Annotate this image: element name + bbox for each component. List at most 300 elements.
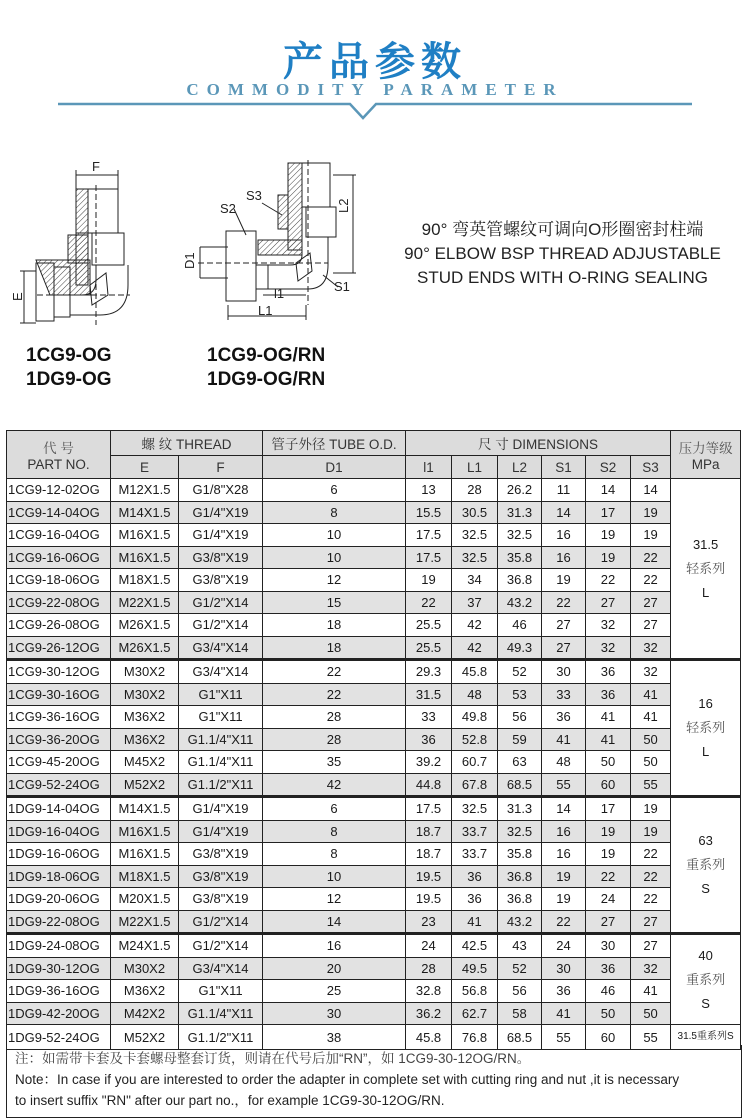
cell-f: G1/4"X19 bbox=[179, 797, 263, 821]
cell-pn: 1CG9-52-24OG bbox=[7, 773, 111, 797]
cell-s3: 50 bbox=[631, 1002, 671, 1025]
cell-pn: 1DG9-16-04OG bbox=[7, 820, 111, 843]
cell-d1: 8 bbox=[263, 820, 406, 843]
cell-s2: 27 bbox=[586, 910, 631, 934]
cell-s1: 41 bbox=[542, 728, 586, 751]
cell-l1: 32.5 bbox=[452, 797, 498, 821]
cell-l1: 24 bbox=[406, 934, 452, 958]
cell-e: M16X1.5 bbox=[111, 843, 179, 866]
table-row bbox=[7, 820, 741, 843]
cell-l1: 17.5 bbox=[406, 546, 452, 569]
header-l1-small: l1 bbox=[406, 456, 452, 479]
cell-pn: 1DG9-16-06OG bbox=[7, 843, 111, 866]
cell-d1: 30 bbox=[263, 1002, 406, 1025]
svg-text:S3: S3 bbox=[246, 188, 262, 203]
cell-l1: 17.5 bbox=[406, 797, 452, 821]
table-row bbox=[7, 980, 741, 1003]
cell-f: G1"X11 bbox=[179, 683, 263, 706]
cell-s1: 19 bbox=[542, 865, 586, 888]
table-row bbox=[7, 888, 741, 911]
cell-l1: 28 bbox=[406, 957, 452, 980]
cell-l1: 25.5 bbox=[406, 614, 452, 637]
table-row bbox=[7, 706, 741, 729]
cell-l1: 36 bbox=[452, 865, 498, 888]
cell-d1: 16 bbox=[263, 934, 406, 958]
cell-s2: 46 bbox=[586, 980, 631, 1003]
cell-d1: 6 bbox=[263, 479, 406, 502]
cell-l2: 53 bbox=[498, 683, 542, 706]
cell-pn: 1CG9-36-16OG bbox=[7, 706, 111, 729]
header-l1: L1 bbox=[452, 456, 498, 479]
cell-l2: 35.8 bbox=[498, 843, 542, 866]
cell-s3: 27 bbox=[631, 591, 671, 614]
cell-s2: 50 bbox=[586, 751, 631, 774]
header-s2: S2 bbox=[586, 456, 631, 479]
cell-e: M42X2 bbox=[111, 1002, 179, 1025]
cell-e: M12X1.5 bbox=[111, 479, 179, 502]
cell-l2: 36.8 bbox=[498, 888, 542, 911]
cell-l1: 32.5 bbox=[452, 524, 498, 547]
product-description bbox=[375, 218, 750, 290]
cell-l1: 29.3 bbox=[406, 660, 452, 684]
cell-d1: 22 bbox=[263, 660, 406, 684]
cell-s2: 41 bbox=[586, 706, 631, 729]
cell-d1: 35 bbox=[263, 751, 406, 774]
table-row bbox=[7, 1002, 741, 1025]
table-row bbox=[7, 957, 741, 980]
cell-l1: 31.5 bbox=[406, 683, 452, 706]
cell-l1: 36.2 bbox=[406, 1002, 452, 1025]
cell-s3: 32 bbox=[631, 957, 671, 980]
cell-s3: 19 bbox=[631, 501, 671, 524]
cell-f: G1/4"X19 bbox=[179, 524, 263, 547]
table-row bbox=[7, 843, 741, 866]
cell-s1: 48 bbox=[542, 751, 586, 774]
cell-pn: 1DG9-42-20OG bbox=[7, 1002, 111, 1025]
cell-e: M16X1.5 bbox=[111, 524, 179, 547]
cell-pn: 1DG9-20-06OG bbox=[7, 888, 111, 911]
model-label-left bbox=[26, 344, 112, 392]
cell-s2: 19 bbox=[586, 524, 631, 547]
header-part-no: 代 号 PART NO. bbox=[7, 431, 111, 479]
cell-l1: 56.8 bbox=[452, 980, 498, 1003]
cell-l1: 49.8 bbox=[452, 706, 498, 729]
cell-f: G1.1/4"X11 bbox=[179, 728, 263, 751]
cell-l1: 15.5 bbox=[406, 501, 452, 524]
header-dimensions: 尺 寸 DIMENSIONS bbox=[406, 431, 671, 456]
cell-s1: 16 bbox=[542, 843, 586, 866]
elbow-fitting-with-nut-drawing-icon bbox=[178, 155, 368, 325]
cell-f: G3/4"X14 bbox=[179, 660, 263, 684]
cell-d1: 20 bbox=[263, 957, 406, 980]
cell-l2: 43.2 bbox=[498, 591, 542, 614]
cell-d1: 12 bbox=[263, 888, 406, 911]
cell-e: M14X1.5 bbox=[111, 797, 179, 821]
spec-table-body bbox=[7, 479, 741, 1050]
cell-s1: 19 bbox=[542, 569, 586, 592]
table-row bbox=[7, 479, 741, 502]
cell-l2: 68.5 bbox=[498, 1025, 542, 1050]
cell-l2: 49.3 bbox=[498, 636, 542, 660]
cell-e: M36X2 bbox=[111, 980, 179, 1003]
cell-d1: 42 bbox=[263, 773, 406, 797]
cell-e: M30X2 bbox=[111, 683, 179, 706]
cell-l2: 32.5 bbox=[498, 524, 542, 547]
cell-l1: 67.8 bbox=[452, 773, 498, 797]
cell-l1: 45.8 bbox=[452, 660, 498, 684]
cell-s1: 55 bbox=[542, 1025, 586, 1050]
cell-f: G1/2"X14 bbox=[179, 910, 263, 934]
cell-d1: 15 bbox=[263, 591, 406, 614]
cell-e: M36X2 bbox=[111, 706, 179, 729]
note-en-1: Note：In case if you are interested to order the adapter in complete set with cutting ring and nut ,it is necessary bbox=[15, 1072, 680, 1087]
cell-l1: 52.8 bbox=[452, 728, 498, 751]
cell-d1: 10 bbox=[263, 546, 406, 569]
table-row bbox=[7, 728, 741, 751]
page-title-cn: 产品参数 bbox=[283, 39, 467, 85]
pressure-rating bbox=[671, 660, 741, 797]
description-en-2: STUD ENDS WITH O-RING SEALING bbox=[417, 268, 708, 287]
cell-s3: 41 bbox=[631, 683, 671, 706]
table-row bbox=[7, 773, 741, 797]
svg-text:l1: l1 bbox=[274, 286, 285, 301]
pressure-series-cn: 重系列 bbox=[686, 971, 726, 987]
cell-s3: 41 bbox=[631, 980, 671, 1003]
svg-text:E: E bbox=[10, 292, 25, 301]
cell-s2: 60 bbox=[586, 773, 631, 797]
cell-pn: 1CG9-30-16OG bbox=[7, 683, 111, 706]
cell-e: M26X1.5 bbox=[111, 614, 179, 637]
cell-l1: 42 bbox=[452, 614, 498, 637]
cell-s1: 14 bbox=[542, 797, 586, 821]
cell-s3: 27 bbox=[631, 910, 671, 934]
table-row bbox=[7, 636, 741, 660]
cell-l1: 19 bbox=[406, 569, 452, 592]
cell-s2: 50 bbox=[586, 1002, 631, 1025]
cell-e: M36X2 bbox=[111, 728, 179, 751]
cell-s1: 16 bbox=[542, 524, 586, 547]
svg-text:L2: L2 bbox=[336, 198, 351, 213]
cell-l1: 28 bbox=[452, 479, 498, 502]
order-notes bbox=[6, 1045, 742, 1118]
pressure-series: S bbox=[701, 995, 710, 1011]
pressure-series: L bbox=[701, 584, 710, 600]
cell-l1: 17.5 bbox=[406, 524, 452, 547]
cell-l1: 13 bbox=[406, 479, 452, 502]
pressure-series: L bbox=[701, 744, 710, 759]
cell-l1: 42.5 bbox=[452, 934, 498, 958]
cell-e: M52X2 bbox=[111, 1025, 179, 1050]
cell-f: G1/4"X19 bbox=[179, 820, 263, 843]
cell-l2: 36.8 bbox=[498, 569, 542, 592]
cell-s2: 19 bbox=[586, 546, 631, 569]
cell-l2: 35.8 bbox=[498, 546, 542, 569]
cell-l1: 22 bbox=[406, 591, 452, 614]
cell-l1: 39.2 bbox=[406, 751, 452, 774]
pressure-series-cn: 轻系列 bbox=[686, 720, 726, 735]
cell-s2: 36 bbox=[586, 660, 631, 684]
cell-l1: 33 bbox=[406, 706, 452, 729]
cell-l2: 31.3 bbox=[498, 501, 542, 524]
cell-l2: 43 bbox=[498, 934, 542, 958]
cell-s1: 14 bbox=[542, 501, 586, 524]
cell-f: G3/8"X19 bbox=[179, 865, 263, 888]
cell-f: G1.1/2"X11 bbox=[179, 1025, 263, 1050]
cell-l1: 36 bbox=[452, 888, 498, 911]
cell-s3: 19 bbox=[631, 820, 671, 843]
cell-l1: 34 bbox=[452, 569, 498, 592]
cell-pn: 1CG9-22-08OG bbox=[7, 591, 111, 614]
cell-f: G3/8"X19 bbox=[179, 569, 263, 592]
cell-d1: 12 bbox=[263, 569, 406, 592]
model-1cg9-og: 1CG9-OG bbox=[26, 345, 112, 366]
cell-s3: 55 bbox=[631, 773, 671, 797]
cell-s3: 19 bbox=[631, 797, 671, 821]
cell-l1: 36 bbox=[406, 728, 452, 751]
cell-e: M52X2 bbox=[111, 773, 179, 797]
cell-s1: 11 bbox=[542, 479, 586, 502]
header-s1: S1 bbox=[542, 456, 586, 479]
cell-d1: 8 bbox=[263, 501, 406, 524]
cell-pn: 1CG9-14-04OG bbox=[7, 501, 111, 524]
cell-l1: 32.8 bbox=[406, 980, 452, 1003]
cell-pn: 1DG9-36-16OG bbox=[7, 980, 111, 1003]
cell-d1: 28 bbox=[263, 728, 406, 751]
cell-s1: 27 bbox=[542, 636, 586, 660]
cell-e: M22X1.5 bbox=[111, 591, 179, 614]
cell-e: M18X1.5 bbox=[111, 865, 179, 888]
cell-s3: 50 bbox=[631, 751, 671, 774]
cell-f: G3/8"X19 bbox=[179, 546, 263, 569]
cell-s3: 27 bbox=[631, 934, 671, 958]
cell-s1: 36 bbox=[542, 706, 586, 729]
cell-e: M16X1.5 bbox=[111, 820, 179, 843]
cell-pn: 1DG9-30-12OG bbox=[7, 957, 111, 980]
cell-s2: 60 bbox=[586, 1025, 631, 1050]
cell-pn: 1CG9-16-06OG bbox=[7, 546, 111, 569]
cell-s1: 41 bbox=[542, 1002, 586, 1025]
description-en-1: 90° ELBOW BSP THREAD ADJUSTABLE bbox=[404, 244, 721, 263]
svg-text:L1: L1 bbox=[258, 303, 273, 318]
cell-s3: 14 bbox=[631, 479, 671, 502]
svg-text:F: F bbox=[92, 159, 100, 174]
cell-d1: 18 bbox=[263, 614, 406, 637]
cell-e: M16X1.5 bbox=[111, 546, 179, 569]
cell-s2: 17 bbox=[586, 501, 631, 524]
cell-d1: 6 bbox=[263, 797, 406, 821]
cell-l2: 56 bbox=[498, 980, 542, 1003]
cell-pn: 1DG9-14-04OG bbox=[7, 797, 111, 821]
cell-s2: 22 bbox=[586, 569, 631, 592]
cell-l2: 46 bbox=[498, 614, 542, 637]
cell-l1: 19.5 bbox=[406, 865, 452, 888]
cell-s1: 27 bbox=[542, 614, 586, 637]
cell-d1: 25 bbox=[263, 980, 406, 1003]
pressure-rating bbox=[671, 934, 741, 1025]
cell-e: M14X1.5 bbox=[111, 501, 179, 524]
cell-f: G1.1/4"X11 bbox=[179, 1002, 263, 1025]
cell-pn: 1CG9-26-08OG bbox=[7, 614, 111, 637]
cell-s1: 33 bbox=[542, 683, 586, 706]
cell-s1: 30 bbox=[542, 660, 586, 684]
table-row bbox=[7, 865, 741, 888]
cell-s1: 22 bbox=[542, 591, 586, 614]
cell-l1: 45.8 bbox=[406, 1025, 452, 1050]
cell-s1: 22 bbox=[542, 910, 586, 934]
cell-d1: 10 bbox=[263, 524, 406, 547]
cell-l1: 37 bbox=[452, 591, 498, 614]
elbow-fitting-drawing-icon bbox=[10, 155, 140, 335]
cell-s3: 50 bbox=[631, 728, 671, 751]
table-row bbox=[7, 660, 741, 684]
cell-l2: 58 bbox=[498, 1002, 542, 1025]
table-row bbox=[7, 546, 741, 569]
cell-l1: 30.5 bbox=[452, 501, 498, 524]
model-1dg9-og-rn: 1DG9-OG/RN bbox=[207, 369, 326, 390]
cell-pn: 1CG9-16-04OG bbox=[7, 524, 111, 547]
cell-e: M45X2 bbox=[111, 751, 179, 774]
cell-e: M22X1.5 bbox=[111, 910, 179, 934]
table-row bbox=[7, 569, 741, 592]
cell-l1: 18.7 bbox=[406, 820, 452, 843]
cell-e: M30X2 bbox=[111, 957, 179, 980]
table-row bbox=[7, 683, 741, 706]
divider-chevron-icon bbox=[58, 104, 692, 128]
cell-l2: 32.5 bbox=[498, 820, 542, 843]
pressure-value: 31.5 bbox=[692, 536, 719, 552]
cell-l1: 48 bbox=[452, 683, 498, 706]
cell-d1: 14 bbox=[263, 910, 406, 934]
cell-l2: 36.8 bbox=[498, 865, 542, 888]
cell-s1: 55 bbox=[542, 773, 586, 797]
cell-l1: 32.5 bbox=[452, 546, 498, 569]
table-row bbox=[7, 524, 741, 547]
table-row bbox=[7, 501, 741, 524]
cell-d1: 18 bbox=[263, 636, 406, 660]
cell-s1: 16 bbox=[542, 546, 586, 569]
spec-table bbox=[6, 430, 741, 1050]
cell-f: G1"X11 bbox=[179, 706, 263, 729]
pressure-series-cn: 轻系列 bbox=[686, 560, 726, 576]
cell-s3: 22 bbox=[631, 888, 671, 911]
table-row bbox=[7, 910, 741, 934]
header-l2: L2 bbox=[498, 456, 542, 479]
header-s3: S3 bbox=[631, 456, 671, 479]
cell-l1: 33.7 bbox=[452, 820, 498, 843]
svg-text:D1: D1 bbox=[182, 252, 197, 269]
header-pressure: 压力等级 MPa bbox=[671, 431, 741, 479]
cell-s3: 41 bbox=[631, 706, 671, 729]
cell-l1: 41 bbox=[452, 910, 498, 934]
cell-f: G1/8"X28 bbox=[179, 479, 263, 502]
cell-s3: 22 bbox=[631, 569, 671, 592]
cell-l2: 52 bbox=[498, 660, 542, 684]
cell-e: M20X1.5 bbox=[111, 888, 179, 911]
note-en-2: to insert suffix "RN" after our part no.，for example 1CG9-30-12OG/RN. bbox=[15, 1093, 445, 1108]
header-thread: 螺 纹 THREAD bbox=[111, 431, 263, 456]
pressure-series-cn: 重系列 bbox=[686, 857, 726, 872]
header-d1: D1 bbox=[263, 456, 406, 479]
cell-s2: 27 bbox=[586, 591, 631, 614]
cell-pn: 1DG9-24-08OG bbox=[7, 934, 111, 958]
cell-l1: 60.7 bbox=[452, 751, 498, 774]
cell-l1: 25.5 bbox=[406, 636, 452, 660]
pressure-value: 63 bbox=[698, 833, 713, 848]
cell-pn: 1DG9-18-06OG bbox=[7, 865, 111, 888]
cell-d1: 38 bbox=[263, 1025, 406, 1050]
svg-text:S1: S1 bbox=[334, 279, 350, 294]
header-e: E bbox=[111, 456, 179, 479]
pressure-rating bbox=[671, 479, 741, 660]
cell-pn: 1CG9-18-06OG bbox=[7, 569, 111, 592]
pressure-rating bbox=[671, 797, 741, 934]
cell-s3: 27 bbox=[631, 614, 671, 637]
cell-d1: 28 bbox=[263, 706, 406, 729]
cell-f: G1/2"X14 bbox=[179, 934, 263, 958]
cell-l2: 26.2 bbox=[498, 479, 542, 502]
cell-e: M24X1.5 bbox=[111, 934, 179, 958]
cell-f: G3/8"X19 bbox=[179, 888, 263, 911]
description-cn: 90° 弯英管螺纹可调向O形圈密封柱端 bbox=[421, 220, 704, 239]
cell-l1: 18.7 bbox=[406, 843, 452, 866]
pressure-value: 16 bbox=[698, 696, 713, 711]
cell-s3: 22 bbox=[631, 546, 671, 569]
cell-pn: 1CG9-36-20OG bbox=[7, 728, 111, 751]
cell-d1: 22 bbox=[263, 683, 406, 706]
pressure-series: S bbox=[701, 881, 710, 896]
table-row bbox=[7, 591, 741, 614]
cell-s2: 24 bbox=[586, 888, 631, 911]
header-tube-od: 管子外径 TUBE O.D. bbox=[263, 431, 406, 456]
diagram-elbow-standard bbox=[10, 155, 130, 335]
cell-s2: 17 bbox=[586, 797, 631, 821]
cell-s3: 19 bbox=[631, 524, 671, 547]
cell-s2: 14 bbox=[586, 479, 631, 502]
cell-pn: 1CG9-45-20OG bbox=[7, 751, 111, 774]
cell-s1: 30 bbox=[542, 957, 586, 980]
cell-l1: 33.7 bbox=[452, 843, 498, 866]
cell-pn: 1CG9-12-02OG bbox=[7, 479, 111, 502]
diagram-elbow-with-nut bbox=[178, 155, 368, 325]
page-title-en: COMMODITY PARAMETER bbox=[186, 80, 564, 99]
cell-s3: 55 bbox=[631, 1025, 671, 1050]
cell-l2: 59 bbox=[498, 728, 542, 751]
pressure-rating: 31.5重系列S bbox=[671, 1025, 741, 1050]
cell-f: G3/8"X19 bbox=[179, 843, 263, 866]
cell-s3: 22 bbox=[631, 865, 671, 888]
model-label-right bbox=[207, 344, 325, 392]
cell-f: G1/2"X14 bbox=[179, 591, 263, 614]
table-row bbox=[7, 934, 741, 958]
cell-s2: 30 bbox=[586, 934, 631, 958]
cell-s2: 32 bbox=[586, 614, 631, 637]
cell-pn: 1CG9-30-12OG bbox=[7, 660, 111, 684]
cell-d1: 10 bbox=[263, 865, 406, 888]
cell-f: G1/4"X19 bbox=[179, 501, 263, 524]
cell-e: M30X2 bbox=[111, 660, 179, 684]
cell-s2: 36 bbox=[586, 957, 631, 980]
table-row bbox=[7, 614, 741, 637]
cell-l1: 23 bbox=[406, 910, 452, 934]
cell-s1: 19 bbox=[542, 888, 586, 911]
cell-s1: 24 bbox=[542, 934, 586, 958]
table-row bbox=[7, 751, 741, 774]
cell-l1: 76.8 bbox=[452, 1025, 498, 1050]
cell-s3: 32 bbox=[631, 636, 671, 660]
cell-s2: 41 bbox=[586, 728, 631, 751]
cell-s1: 16 bbox=[542, 820, 586, 843]
cell-l1: 19.5 bbox=[406, 888, 452, 911]
